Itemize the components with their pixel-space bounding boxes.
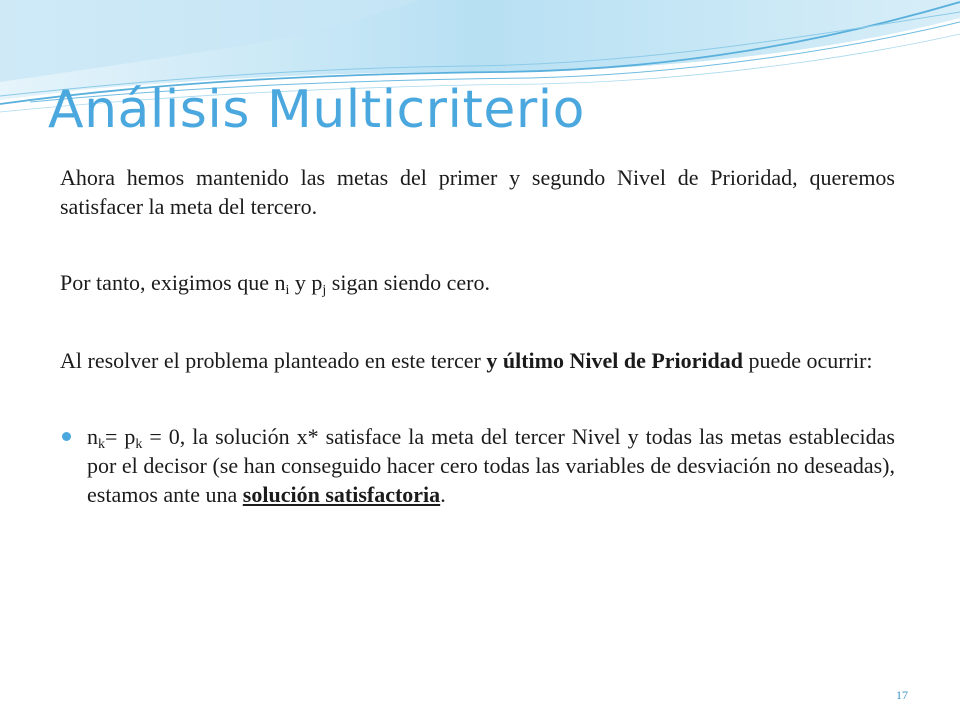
paragraph-goals-maintained: Ahora hemos mantenido las metas del primer y segundo Nivel de Prioridad, queremos satisfacer la meta del tercero. (60, 165, 895, 219)
bullet-eq1: = p (105, 424, 136, 449)
slide-title: Análisis Multicriterio (48, 80, 585, 140)
bullet-var-n: n (87, 424, 98, 449)
p3-text-pre: Al resolver el problema planteado en este tercer (60, 348, 487, 373)
p3-bold-text: y último Nivel de Prioridad (486, 348, 744, 373)
bullet-subscript-k1: k (98, 437, 105, 452)
bullet-text: 0, la solución x* satisface la meta del tercer Nivel y todas las metas establecidas por el decisor (se han conseguido hacer cero todas las variables de desviación no deseadas), estamos ante una (87, 424, 895, 507)
paragraph-third-level (60, 346, 895, 375)
bullet-dot-icon (62, 432, 71, 441)
bullet-end: . (440, 482, 446, 507)
page-number: 17 (896, 688, 908, 702)
bullet-eq2: = (142, 424, 169, 449)
bullet-subscript-k2: k (135, 437, 143, 452)
p2-text-mid: y p (289, 270, 323, 295)
p2-subscript-j: j (322, 283, 327, 298)
bullet-underlined-term: solución satisfactoria (242, 482, 441, 507)
p2-subscript-i: i (285, 283, 290, 298)
p2-text-pre: Por tanto, exigimos que n (60, 270, 286, 295)
paragraph-require-zero (60, 268, 895, 297)
p3-text-post: puede ocurrir: (743, 348, 873, 373)
p2-text-post: sigan siendo cero. (326, 270, 490, 295)
slide-body (60, 163, 895, 509)
bullet-item-satisfactory (60, 422, 895, 509)
